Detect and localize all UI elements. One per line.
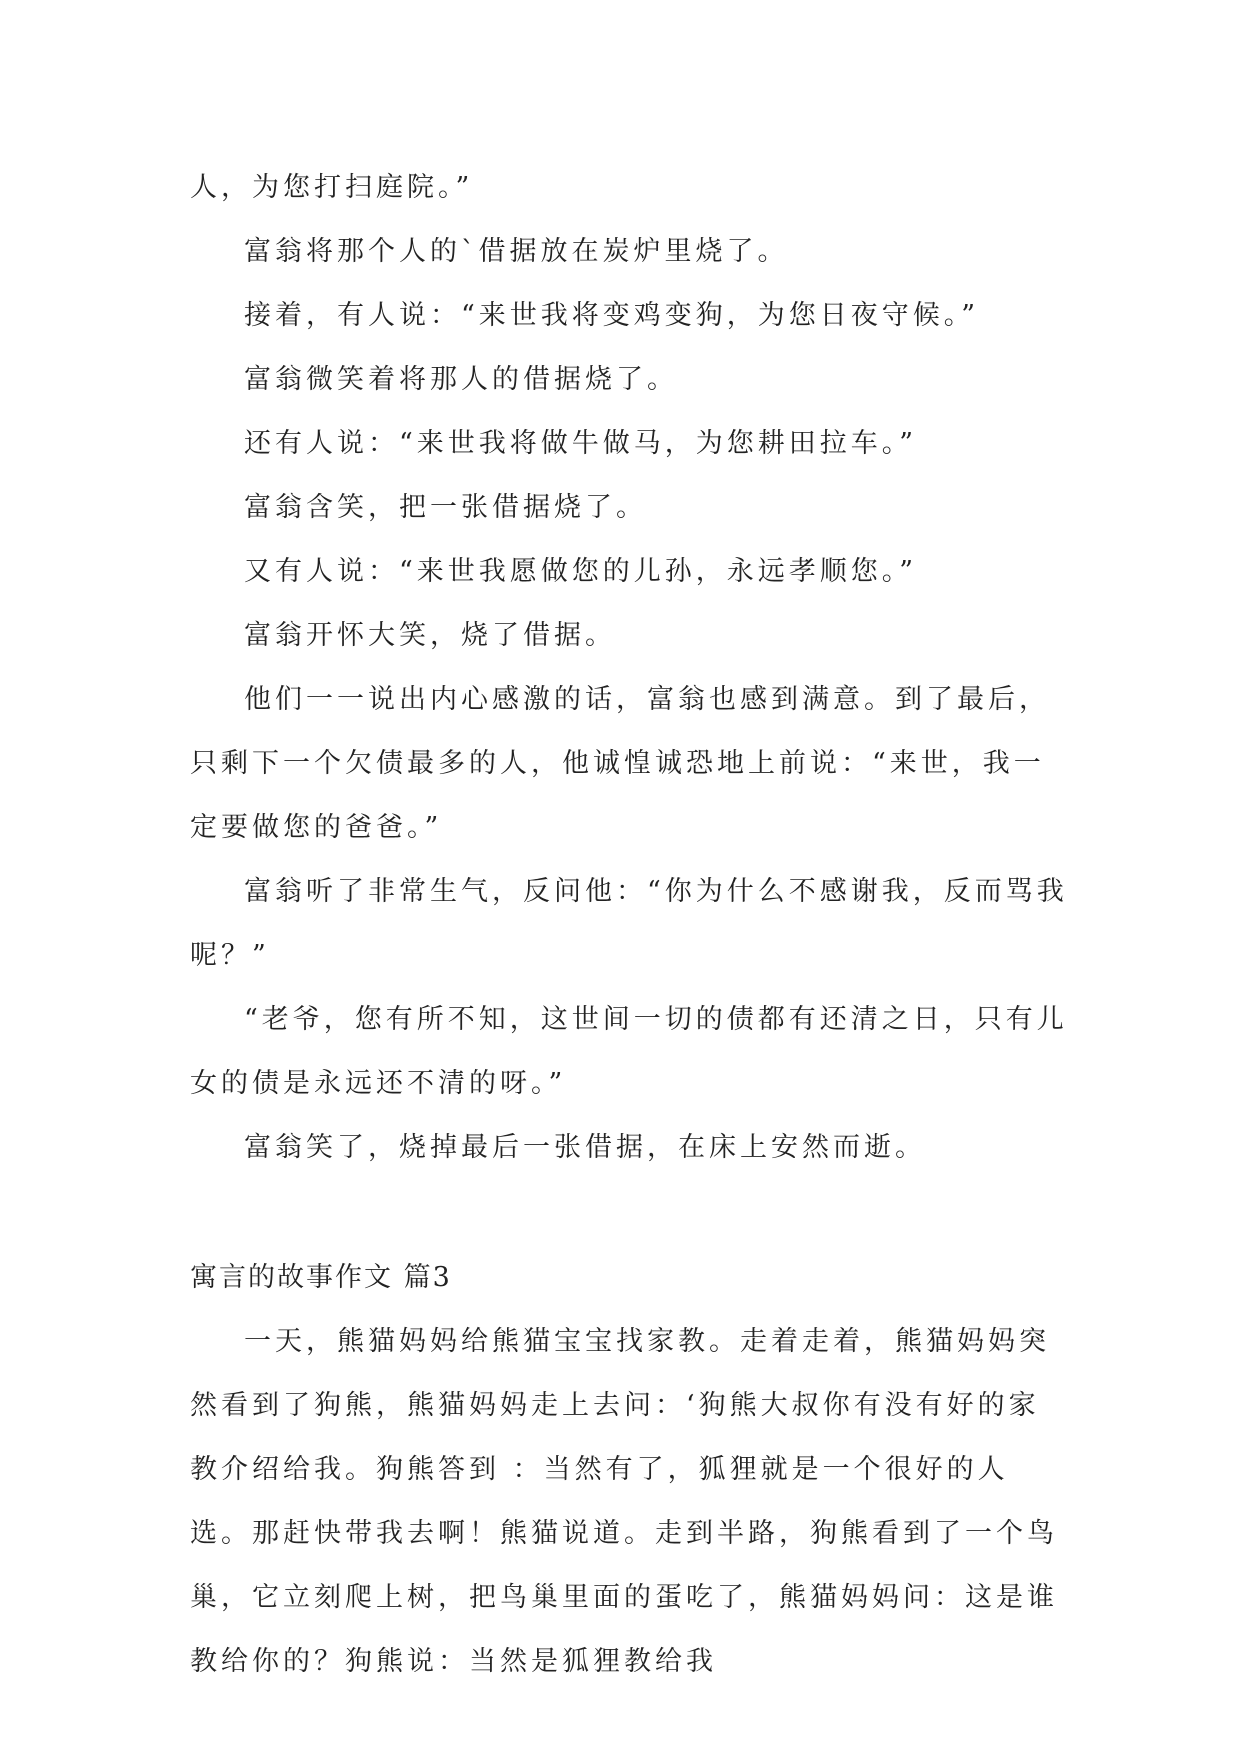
document-body xyxy=(190,156,1070,1694)
paragraph: 富翁笑了，烧掉最后一张借据，在床上安然而逝。 xyxy=(244,1132,926,1163)
paragraph: “老爷，您有所不知，这世间一切的债都有还清之日，只有儿女的债是永远还不清的呀。” xyxy=(190,1004,1068,1099)
paragraph: 富翁开怀大笑，烧了借据。 xyxy=(244,620,616,651)
paragraph: 接着，有人说：“来世我将变鸡变狗，为您日夜守候。” xyxy=(244,300,980,331)
paragraph: 又有人说：“来世我愿做您的儿孙，永远孝顺您。” xyxy=(244,556,918,587)
section-heading: 寓言的故事作文 篇3 xyxy=(190,1262,452,1293)
paragraph: 他们一一说出内心感激的话，富翁也感到满意。到了最后，只剩下一个欠债最多的人，他诚惶诚恐地上前说：“来世，我一定要做您的爸爸。” xyxy=(190,684,1050,843)
paragraph: 还有人说：“来世我将做牛做马，为您耕田拉车。” xyxy=(244,428,918,459)
paragraph: 人，为您打扫庭院。” xyxy=(190,172,474,203)
paragraph: 富翁含笑，把一张借据烧了。 xyxy=(244,492,647,523)
paragraph: 一天，熊猫妈妈给熊猫宝宝找家教。走着走着，熊猫妈妈突然看到了狗熊，熊猫妈妈走上去问：‘狗熊大叔你有没有好的家教介绍给我。狗熊答到 ：当然有了，狐狸就是一个很好的人选。那赶快带我去啊！熊猫说道。走到半路，狗熊看到了一个鸟巢，它立刻爬上树，把鸟巢里面的蛋吃了，熊猫妈妈问：这是谁教给你的？狗熊说：当然是狐狸教给我 xyxy=(190,1326,1058,1677)
paragraph: 富翁微笑着将那人的借据烧了。 xyxy=(244,364,678,395)
paragraph: 富翁听了非常生气，反问他：“你为什么不感谢我，反而骂我呢？” xyxy=(190,876,1068,971)
paragraph: 富翁将那个人的`借据放在炭炉里烧了。 xyxy=(244,236,789,267)
